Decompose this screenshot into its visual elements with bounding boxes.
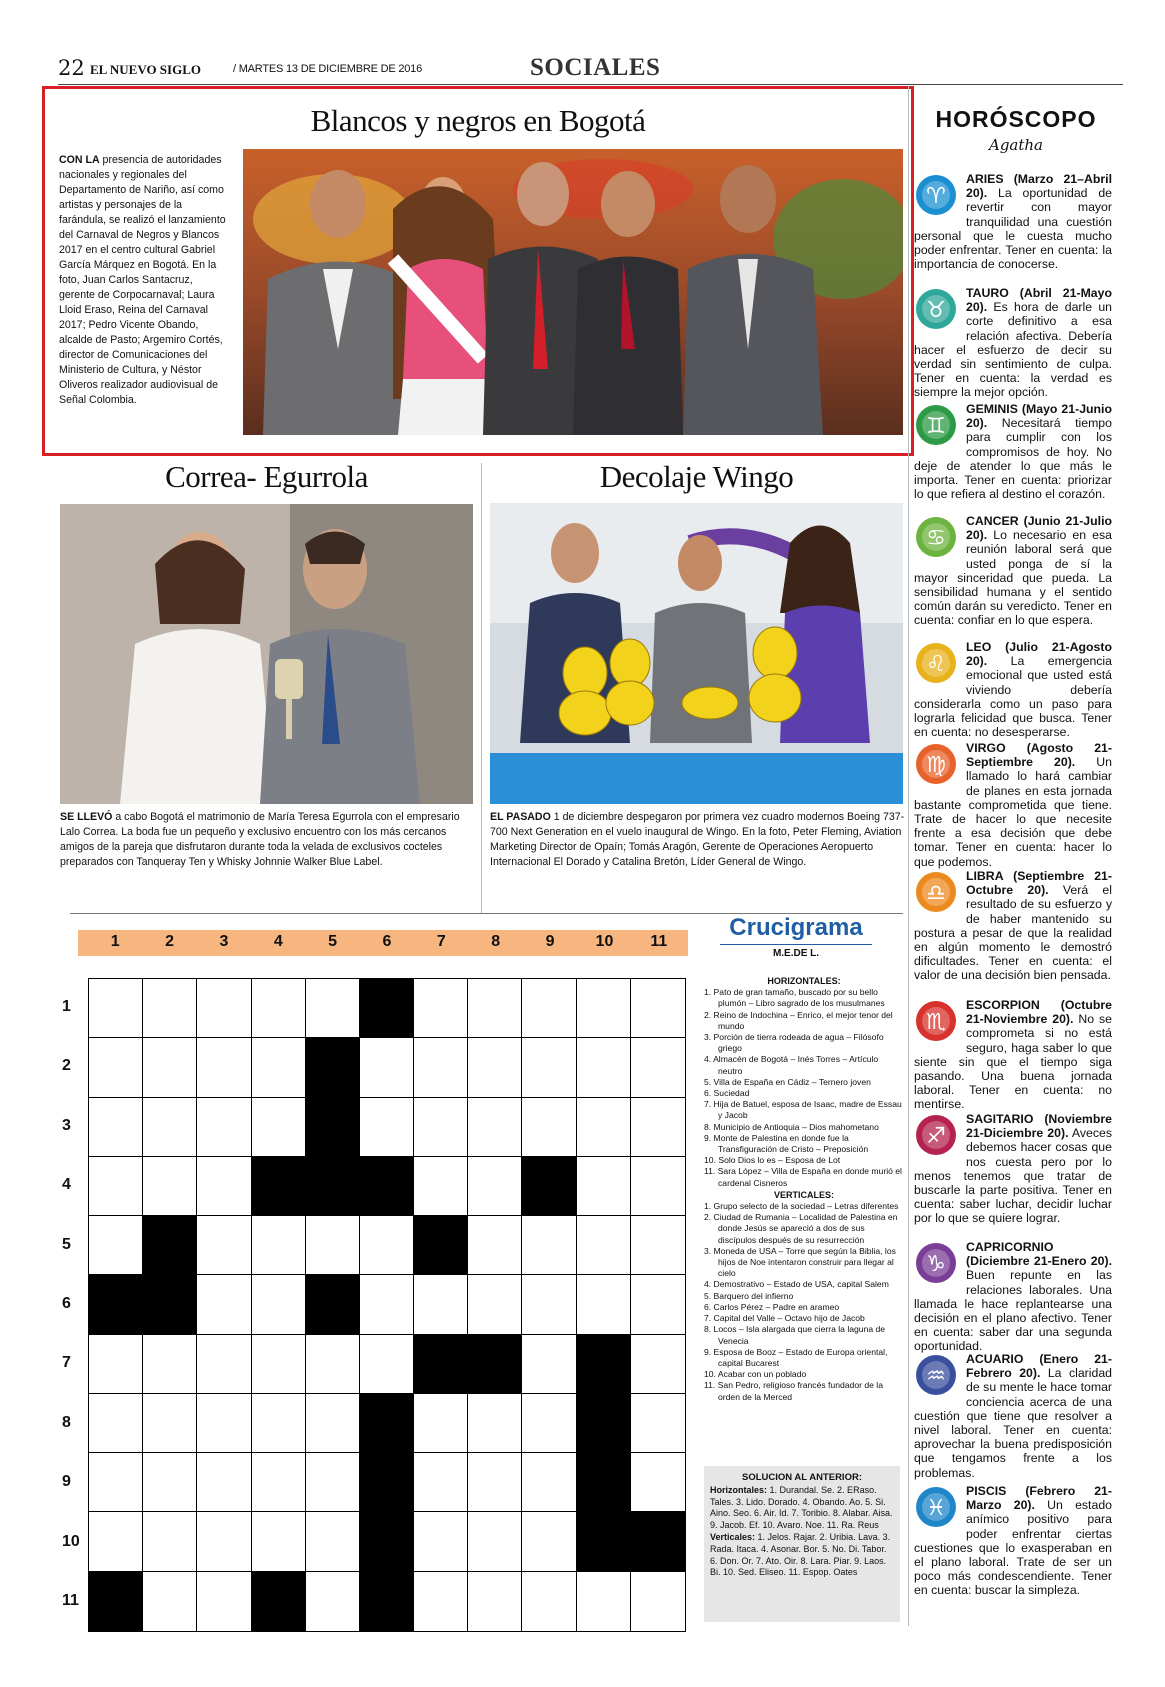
crossword-cell[interactable] <box>468 1216 522 1275</box>
crossword-cell[interactable] <box>468 1512 522 1571</box>
vertical-clue: 1. Grupo selecto de la sociedad – Letras diferentes <box>704 1201 899 1212</box>
vertical-clue: 7. Capital del Valle – Octavo hijo de Jacob <box>704 1313 865 1324</box>
crossword-cell[interactable] <box>252 1098 306 1157</box>
crossword-cell[interactable] <box>197 1038 251 1097</box>
sign-text: La oportunidad de revertir con mayor tranquilidad una cuestión personal que le cuesta mucho poder enfrentar. Tener en cuenta: la importancia de conocerse. <box>914 186 1112 272</box>
row-number: 4 <box>62 1176 71 1194</box>
crossword-cell[interactable] <box>197 1275 251 1334</box>
horoscope-entry <box>914 998 1112 1112</box>
crossword-cell[interactable] <box>522 1275 576 1334</box>
crossword-title-rule <box>720 944 872 945</box>
crossword-cell[interactable] <box>360 1275 414 1334</box>
solution-horizontal-text: 1. Durandal. Se. 2. ERaso. Tales. 3. Lido. Dorado. 4. Obando. Ao. 5. Si. Aino. Seo. 6. Air. Id. 7. Toribio. 8. Alabar. Aisa. 9. Jacob. Ef. 10. Avaro. Noe. 11. Ra. Reus <box>710 1484 893 1531</box>
crossword-cell[interactable] <box>631 979 685 1038</box>
crossword-cell[interactable] <box>414 979 468 1038</box>
crossword-cell[interactable] <box>89 1157 143 1216</box>
horoscope-entry <box>914 1240 1112 1354</box>
crossword-cell[interactable] <box>306 1216 360 1275</box>
crossword-black-cell <box>306 1275 360 1334</box>
sign-name: CANCER (Junio 21-Julio 20). <box>966 514 1112 543</box>
horizontal-clue: 3. Porción de tierra rodeada de agua – Filósofo griego <box>704 1032 884 1054</box>
crossword-cell[interactable] <box>360 1038 414 1097</box>
caption-lead: SE LLEVÓ <box>60 811 113 823</box>
crossword-cell[interactable] <box>89 1216 143 1275</box>
crossword-cell[interactable] <box>360 1098 414 1157</box>
crossword-black-cell <box>143 1216 197 1275</box>
crossword-cell[interactable] <box>252 1216 306 1275</box>
crossword-cell[interactable] <box>522 979 576 1038</box>
crossword-cell[interactable] <box>143 1572 197 1631</box>
sign-text: La claridad de su mente le hace tomar conciencia acerca de una cuestión que tiene que resolver a nivel laboral. Tener en cuenta: aprovechar la buena predisposición que tengamos frente a los problemas. <box>914 1366 1113 1480</box>
crossword-cell[interactable] <box>577 1216 631 1275</box>
crossword-cell[interactable] <box>197 1335 251 1394</box>
crossword-cell[interactable] <box>577 1038 631 1097</box>
crossword-black-cell <box>360 1572 414 1631</box>
vertical-clue: 10. Acabar con un poblado <box>704 1369 807 1380</box>
top-story-caption <box>59 153 229 408</box>
crossword-cell[interactable] <box>89 1098 143 1157</box>
column-number: 1 <box>110 933 120 950</box>
wedding-photo <box>60 504 473 804</box>
crossword-cell[interactable] <box>577 1157 631 1216</box>
crossword-cell[interactable] <box>89 1453 143 1512</box>
cancer-icon <box>914 516 958 558</box>
crossword-black-cell <box>468 1335 522 1394</box>
crossword-cell[interactable] <box>468 1275 522 1334</box>
horoscope-entry <box>914 402 1112 501</box>
sign-text: Buen repunte en las relaciones laborales. Una llamada le hace replantearse una decisión en el plano afectivo. Tener en cuenta: saber dar una segunda oportunidad. <box>914 1268 1112 1354</box>
crossword-cell[interactable] <box>522 1512 576 1571</box>
column-number: 6 <box>382 933 392 950</box>
crossword-cell[interactable] <box>360 1335 414 1394</box>
crossword-cell[interactable] <box>414 1275 468 1334</box>
horoscope-entry <box>914 1352 1112 1480</box>
crossword-cell[interactable] <box>197 1098 251 1157</box>
sign-text: Verá el resultado de su esfuerzo y de haber mantenido su postura a pesar de que la realidad en algún momento le demostró dificultades. Tener en cuenta: el valor de una decisión bien pensada. <box>914 883 1112 983</box>
horoscope-entry <box>914 1112 1112 1226</box>
crossword-cell[interactable] <box>143 1038 197 1097</box>
crossword-cell[interactable] <box>631 1098 685 1157</box>
caption-text: a cabo Bogotá el matrimonio de María Teresa Egurrola con el empresario Lalo Correa. La boda fue un pequeño y exclusivo encuentro con los más cercanos amigos de la pareja que disfrutaron durante toda la velada de exclusivos cocteles preparados con Tanqueray Ten y Whisky Johnnie Walker Blue Label. <box>60 811 460 868</box>
crossword-black-cell <box>360 1512 414 1571</box>
crossword-cell[interactable] <box>197 1394 251 1453</box>
crossword-cell[interactable] <box>631 1157 685 1216</box>
crossword-black-cell <box>577 1335 631 1394</box>
solution-heading: SOLUCION AL ANTERIOR: <box>742 1472 862 1483</box>
crossword-black-cell <box>143 1275 197 1334</box>
crossword-cell[interactable] <box>468 1157 522 1216</box>
svg-text:♐: ♐ <box>926 1124 946 1149</box>
crossword-black-cell <box>252 1572 306 1631</box>
crossword-cell[interactable] <box>306 1394 360 1453</box>
horoscope-entry <box>914 741 1112 869</box>
sign-name: CAPRICORNIO (Diciembre 21-Enero 20). <box>966 1240 1112 1269</box>
taurus-icon <box>914 288 958 330</box>
crossword-cell[interactable] <box>197 1157 251 1216</box>
sign-text: Un estado anímico positivo para poder enfrentar ciertas cuestiones que lo exasperaban en el plano laboral. Trate de ser un poco más condescendiente. Tener en cuenta: buscar la simpleza. <box>914 1498 1112 1598</box>
crossword-cell[interactable] <box>143 1335 197 1394</box>
crossword-cell[interactable] <box>631 1572 685 1631</box>
sign-name: PISCIS (Febrero 21-Marzo 20). <box>966 1484 1112 1513</box>
crossword-cell[interactable] <box>414 1572 468 1631</box>
vertical-clue: 4. Demostrativo – Estado de USA, capital Salem <box>704 1279 889 1290</box>
column-number: 10 <box>595 933 614 950</box>
crossword-black-cell <box>414 1335 468 1394</box>
issue-date: / MARTES 13 DE DICIEMBRE DE 2016 <box>233 63 423 75</box>
crossword-cell[interactable] <box>143 1453 197 1512</box>
column-number: 4 <box>273 933 283 950</box>
crossword-black-cell <box>360 979 414 1038</box>
svg-text:♊: ♊ <box>926 414 946 439</box>
crossword-cell[interactable] <box>414 1098 468 1157</box>
horoscope-title: HORÓSCOPO <box>935 106 1097 132</box>
horoscope-entry <box>914 1484 1112 1598</box>
vertical-clue: 9. Esposa de Booz – Estado de Europa oriental, capital Bucarest <box>704 1346 888 1368</box>
crossword-cell[interactable] <box>306 979 360 1038</box>
row-number: 9 <box>62 1473 71 1491</box>
horoscope-entry <box>914 172 1112 271</box>
horizontal-clue: 4. Almacén de Bogotá – Inés Torres – Artículo neutro <box>704 1054 879 1076</box>
crossword-cell[interactable] <box>414 1512 468 1571</box>
row-number: 8 <box>62 1413 71 1431</box>
svg-text:♌: ♌ <box>926 652 946 677</box>
column-divider <box>481 463 482 913</box>
crossword-cell[interactable] <box>468 1098 522 1157</box>
row-number: 1 <box>62 997 71 1015</box>
crossword-clues <box>704 975 904 1403</box>
crossword-black-cell <box>577 1512 631 1571</box>
crossword-cell[interactable] <box>89 979 143 1038</box>
svg-text:♉: ♉ <box>926 298 946 323</box>
crossword-cell[interactable] <box>468 1453 522 1512</box>
crossword-cell[interactable] <box>143 1098 197 1157</box>
svg-text:♍: ♍ <box>926 753 946 778</box>
sagittarius-icon <box>914 1114 958 1156</box>
vertical-heading: VERTICALES: <box>773 1189 834 1200</box>
crossword-cell[interactable] <box>522 1098 576 1157</box>
crossword-cell[interactable] <box>468 979 522 1038</box>
horizontal-clue: 6. Suciedad <box>704 1088 750 1099</box>
crossword-cell[interactable] <box>252 1453 306 1512</box>
svg-text:♒: ♒ <box>926 1364 946 1389</box>
vertical-clue: 8. Locos – Isla alargada que cierra la laguna de Venecia <box>704 1324 886 1346</box>
virgo-icon <box>914 743 958 785</box>
crossword-black-cell <box>89 1572 143 1631</box>
header-rule <box>58 84 1123 85</box>
horizontal-heading: HORIZONTALES: <box>767 976 841 986</box>
leo-icon <box>914 642 958 684</box>
crossword-cell[interactable] <box>89 1335 143 1394</box>
crossword-black-cell <box>522 1157 576 1216</box>
horizontal-clue: 2. Reino de Indochina – Enrico, el mejor tenor del mundo <box>704 1009 893 1031</box>
horizontal-clues <box>704 987 904 1189</box>
crossword-black-cell <box>631 1512 685 1571</box>
crossword-black-cell <box>577 1453 631 1512</box>
sign-name: ESCORPION (Octubre 21-Noviembre 20). <box>966 998 1112 1027</box>
column-number: 2 <box>165 933 174 950</box>
crossword-cell[interactable] <box>197 1216 251 1275</box>
crossword-cell[interactable] <box>252 1512 306 1571</box>
wingo-story-title: Decolaje Wingo <box>599 459 794 494</box>
vertical-clue: 3. Moneda de USA – Torre que según la Biblia, los hijos de Noe intentaron construir para llegar al cielo <box>704 1245 896 1279</box>
sign-name: GEMINIS (Mayo 21-Junio 20). <box>966 402 1112 431</box>
crossword-title: Crucigrama <box>729 914 863 941</box>
crossword-cell[interactable] <box>306 1453 360 1512</box>
horizontal-clue: 1. Pato de gran tamaño, buscado por su bello plumón – Libro sagrado de los musulmanes <box>704 987 885 1009</box>
crossword-black-cell <box>577 1394 631 1453</box>
crossword-cell[interactable] <box>143 1157 197 1216</box>
crossword-cell[interactable] <box>252 1038 306 1097</box>
crossword-cell[interactable] <box>306 1572 360 1631</box>
crossword-cell[interactable] <box>143 979 197 1038</box>
crossword-author: M.E.DE L. <box>772 948 820 959</box>
page-number: 22 <box>58 56 85 80</box>
crossword-cell[interactable] <box>468 1394 522 1453</box>
wingo-launch-photo <box>490 503 903 804</box>
crossword-cell[interactable] <box>197 1512 251 1571</box>
crossword-cell[interactable] <box>252 1275 306 1334</box>
crossword-cell[interactable] <box>522 1216 576 1275</box>
vertical-clue: 6. Carlos Pérez – Padre en arameo <box>704 1301 840 1312</box>
sign-name: LEO (Julio 21-Agosto 20). <box>966 640 1112 669</box>
svg-text:♋: ♋ <box>926 526 946 551</box>
crossword-black-cell <box>360 1453 414 1512</box>
crossword-cell[interactable] <box>468 1038 522 1097</box>
horoscope-entry <box>914 640 1112 739</box>
caption-lead: CON LA <box>59 154 100 166</box>
sign-name: VIRGO (Agosto 21-Septiembre 20). <box>966 741 1112 770</box>
sign-text: La emergencia emocional que usted está viviendo debería considerarla como un paso para lograrla felicidad que busca. Tener en cuenta: no desesperarse. <box>914 654 1112 740</box>
sign-text: Necesitará tiempo para cumplir con los compromisos de hoy. No deje de atender lo que más le importa. Tener en cuenta: priorizar lo que refiera al destino el corazón. <box>914 416 1112 502</box>
crossword-black-cell <box>306 1157 360 1216</box>
libra-icon <box>914 871 958 913</box>
column-number: 5 <box>328 933 338 950</box>
row-number: 6 <box>62 1295 71 1312</box>
solution-vertical-text: 1. Jelos. Rajar. 2. Uribia. Lava. 3. Rada. Itaca. 4. Asonar. Bor. 5. No. Di. Tabor. 6. Don. Or. 7. Ato. Oir. 8. Lara. Piar. 9. Laos. Bi. 10. Sed. Eliseo. 11. Espop. Oates <box>710 1531 891 1578</box>
gemini-icon <box>914 404 958 446</box>
sign-text: Un llamado lo hará cambiar de planes en esta jornada bastante comprometida que tiene. Trate de hacer lo que necesite frente a esa decisión que debe tomar. Tener en cuenta: hacer lo que podemos. <box>914 755 1112 869</box>
crossword-cell[interactable] <box>414 1038 468 1097</box>
solution-vertical <box>710 1532 894 1579</box>
crossword-cell[interactable] <box>631 1394 685 1453</box>
row-number: 11 <box>62 1592 79 1610</box>
column-number: 3 <box>219 933 229 950</box>
crossword-cell[interactable] <box>89 1394 143 1453</box>
crossword-cell[interactable] <box>306 1335 360 1394</box>
crossword-cell[interactable] <box>197 1453 251 1512</box>
crossword-cell[interactable] <box>468 1572 522 1631</box>
crossword-cell[interactable] <box>89 1512 143 1571</box>
crossword-cell[interactable] <box>143 1512 197 1571</box>
crossword-cell[interactable] <box>522 1335 576 1394</box>
svg-text:♈: ♈ <box>926 184 946 209</box>
caption-text: presencia de autoridades nacionales y regionales del Departamento de Nariño, así como artistas y personajes de la farándula, se realizó el lanzamiento del Carnaval de Negros y Blancos 2017 en el centro cultural Gabriel García Márquez en Bogotá. En la foto, Juan Carlos Santacruz, gerente de Corpocarnaval; Laura Lloid Eraso, Reina del Carnaval 2017; Pedro Vicente Obando, alcalde de Pasto; Argemiro Cortés, director de Comunicaciones del Ministerio de Cultura, y Néstor Oliveros realizador audiovisual de Señal Colombia. <box>59 154 226 406</box>
crossword-black-cell <box>360 1157 414 1216</box>
crossword-cell[interactable] <box>252 979 306 1038</box>
vertical-clue: 2. Ciudad de Rumania – Localidad de Palestina en donde Jesús se apareció a dos de sus discípulos después de su resurrección <box>704 1212 898 1245</box>
row-number: 10 <box>62 1532 80 1550</box>
column-number: 9 <box>545 933 555 950</box>
crossword-black-cell <box>306 1038 360 1097</box>
crossword-cell[interactable] <box>631 1335 685 1394</box>
section-title: SOCIALES <box>530 54 661 81</box>
column-number: 8 <box>491 933 501 950</box>
solution-horizontal <box>710 1485 894 1532</box>
horizontal-clue: 10. Solo Dios lo es – Esposa de Lot <box>704 1155 841 1166</box>
horoscope-divider <box>908 86 909 1626</box>
crossword-cell[interactable] <box>252 1394 306 1453</box>
horizontal-clue: 9. Monte de Palestina en donde fue la Transfiguración de Cristo – Preposición <box>704 1132 869 1155</box>
horoscope-author: Agatha <box>988 136 1043 154</box>
crossword-cell[interactable] <box>252 1335 306 1394</box>
newspaper-name: EL NUEVO SIGLO <box>90 62 201 77</box>
crossword-cell[interactable] <box>577 1572 631 1631</box>
horizontal-clue: 7. Hija de Batuel, esposa de Isaac, madre de Essau y Jacob <box>704 1099 902 1121</box>
crossword-grid <box>88 978 686 1632</box>
horizontal-clue: 5. Villa de España en Cádiz – Ternero joven <box>704 1076 871 1087</box>
crossword-cell[interactable] <box>522 1394 576 1453</box>
sign-name: TAURO (Abril 21-Mayo 20). <box>966 286 1112 315</box>
crossword-cell[interactable] <box>89 1038 143 1097</box>
crossword-cell[interactable] <box>522 1038 576 1097</box>
row-number: 3 <box>62 1116 71 1134</box>
caption-text: 1 de diciembre despegaron por primera vez cuadro modernos Boeing 737-700 Next Generation en el vuelo inaugural de Wingo. En la foto, Peter Fleming, Aviation Marketing Director de Opaín; Tomás Aragón, Gerente de Operaciones Aeropuerto Internacional El Dorado y Catalina Bretón, Líder General de Wingo. <box>490 811 905 868</box>
column-number: 11 <box>650 933 668 950</box>
sign-text: No se comprometa si no está seguro, haga saber lo que siente sin que el tiempo siga pasando. Una buena jornada laboral. Tener en cuenta: no mentirse. <box>914 1012 1113 1112</box>
svg-text:♏: ♏ <box>926 1010 946 1035</box>
crossword-cell[interactable] <box>577 979 631 1038</box>
horoscope-entry <box>914 514 1112 628</box>
top-story-title: Blancos y negros en Bogotá <box>310 103 646 138</box>
horoscope-entry <box>914 286 1112 400</box>
crossword-cell[interactable] <box>577 1275 631 1334</box>
crossword-cell[interactable] <box>414 1453 468 1512</box>
crossword-cell[interactable] <box>631 1038 685 1097</box>
wedding-story-title: Correa- Egurrola <box>165 459 368 494</box>
crossword-black-cell <box>89 1275 143 1334</box>
row-number: 2 <box>62 1057 71 1075</box>
row-number: 5 <box>62 1235 71 1253</box>
crossword-cell[interactable] <box>631 1275 685 1334</box>
crossword-black-cell <box>306 1098 360 1157</box>
sign-text: Aveces debemos hacer cosas que nos cuesta pero por lo menos tenemos que tratar de buscarle la parte positiva. Tener en cuenta: saber luchar, decidir luchar por lo que se quiere lograr. <box>914 1126 1112 1226</box>
crossword-column-numbers <box>78 930 688 956</box>
vertical-clues <box>704 1201 904 1403</box>
vertical-clue: 5. Barquero del infierno <box>704 1290 794 1301</box>
solution-vertical-label: Verticales: <box>710 1531 756 1542</box>
wedding-caption <box>60 810 475 870</box>
crossword-cell[interactable] <box>360 1216 414 1275</box>
aries-icon <box>914 174 958 216</box>
aquarius-icon <box>914 1354 958 1396</box>
svg-text:♓: ♓ <box>926 1496 946 1521</box>
sign-text: Es hora de darle un corte definitivo a esa relación afectiva. Debería hacer el esfuerzo de decir su verdad sin sentimiento de culpa. Tener en cuenta: la verdad es siempre la mejor opción. <box>914 300 1112 400</box>
crossword-cell[interactable] <box>522 1572 576 1631</box>
page-header <box>58 54 1123 84</box>
svg-text:♎: ♎ <box>926 881 946 906</box>
sign-name: ARIES (Marzo 21–Abril 20). <box>966 172 1112 201</box>
crossword-black-cell <box>252 1157 306 1216</box>
crossword-cell[interactable] <box>197 1572 251 1631</box>
crossword-cell[interactable] <box>197 979 251 1038</box>
crossword-cell[interactable] <box>143 1394 197 1453</box>
svg-text:♑: ♑ <box>926 1252 946 1277</box>
column-number: 7 <box>436 933 446 950</box>
horoscope-entry <box>914 869 1112 983</box>
crossword-cell[interactable] <box>306 1512 360 1571</box>
row-number: 7 <box>62 1354 71 1372</box>
previous-solution <box>704 1466 900 1622</box>
crossword-black-cell <box>414 1216 468 1275</box>
crossword-cell[interactable] <box>631 1453 685 1512</box>
sign-text: Lo necesario en esa reunión laboral será que usted ponga de sí la mayor sinceridad que pueda. La sensibilidad humana y el sentido común darán su veredicto. Tener en cuenta: confiar en lo que espera. <box>914 528 1112 628</box>
crossword-cell[interactable] <box>577 1098 631 1157</box>
horizontal-clue: 11. Sara López – Villa de España en donde murió el cardenal Cisneros <box>704 1166 902 1188</box>
horizontal-clue: 8. Municipio de Antioquia – Dios mahometano <box>704 1121 879 1132</box>
capricorn-icon <box>914 1242 958 1284</box>
pisces-icon <box>914 1486 958 1528</box>
carnival-group-photo <box>243 149 903 435</box>
wingo-caption <box>490 810 905 870</box>
crossword-black-cell <box>360 1394 414 1453</box>
caption-lead: EL PASADO <box>490 811 551 823</box>
solution-horizontal-label: Horizontales: <box>710 1484 768 1495</box>
crossword-cell[interactable] <box>522 1453 576 1512</box>
sign-name: SAGITARIO (Noviembre 21-Diciembre 20). <box>966 1112 1112 1141</box>
crossword-cell[interactable] <box>414 1394 468 1453</box>
vertical-clue: 11. San Pedro, religioso francés fundador de la orden de la Merced <box>704 1380 883 1402</box>
sign-name: ACUARIO (Enero 21-Febrero 20). <box>966 1352 1112 1381</box>
crossword-cell[interactable] <box>414 1157 468 1216</box>
sign-name: LIBRA (Septiembre 21-Octubre 20). <box>966 869 1112 898</box>
scorpio-icon <box>914 1000 958 1042</box>
crossword-cell[interactable] <box>631 1216 685 1275</box>
